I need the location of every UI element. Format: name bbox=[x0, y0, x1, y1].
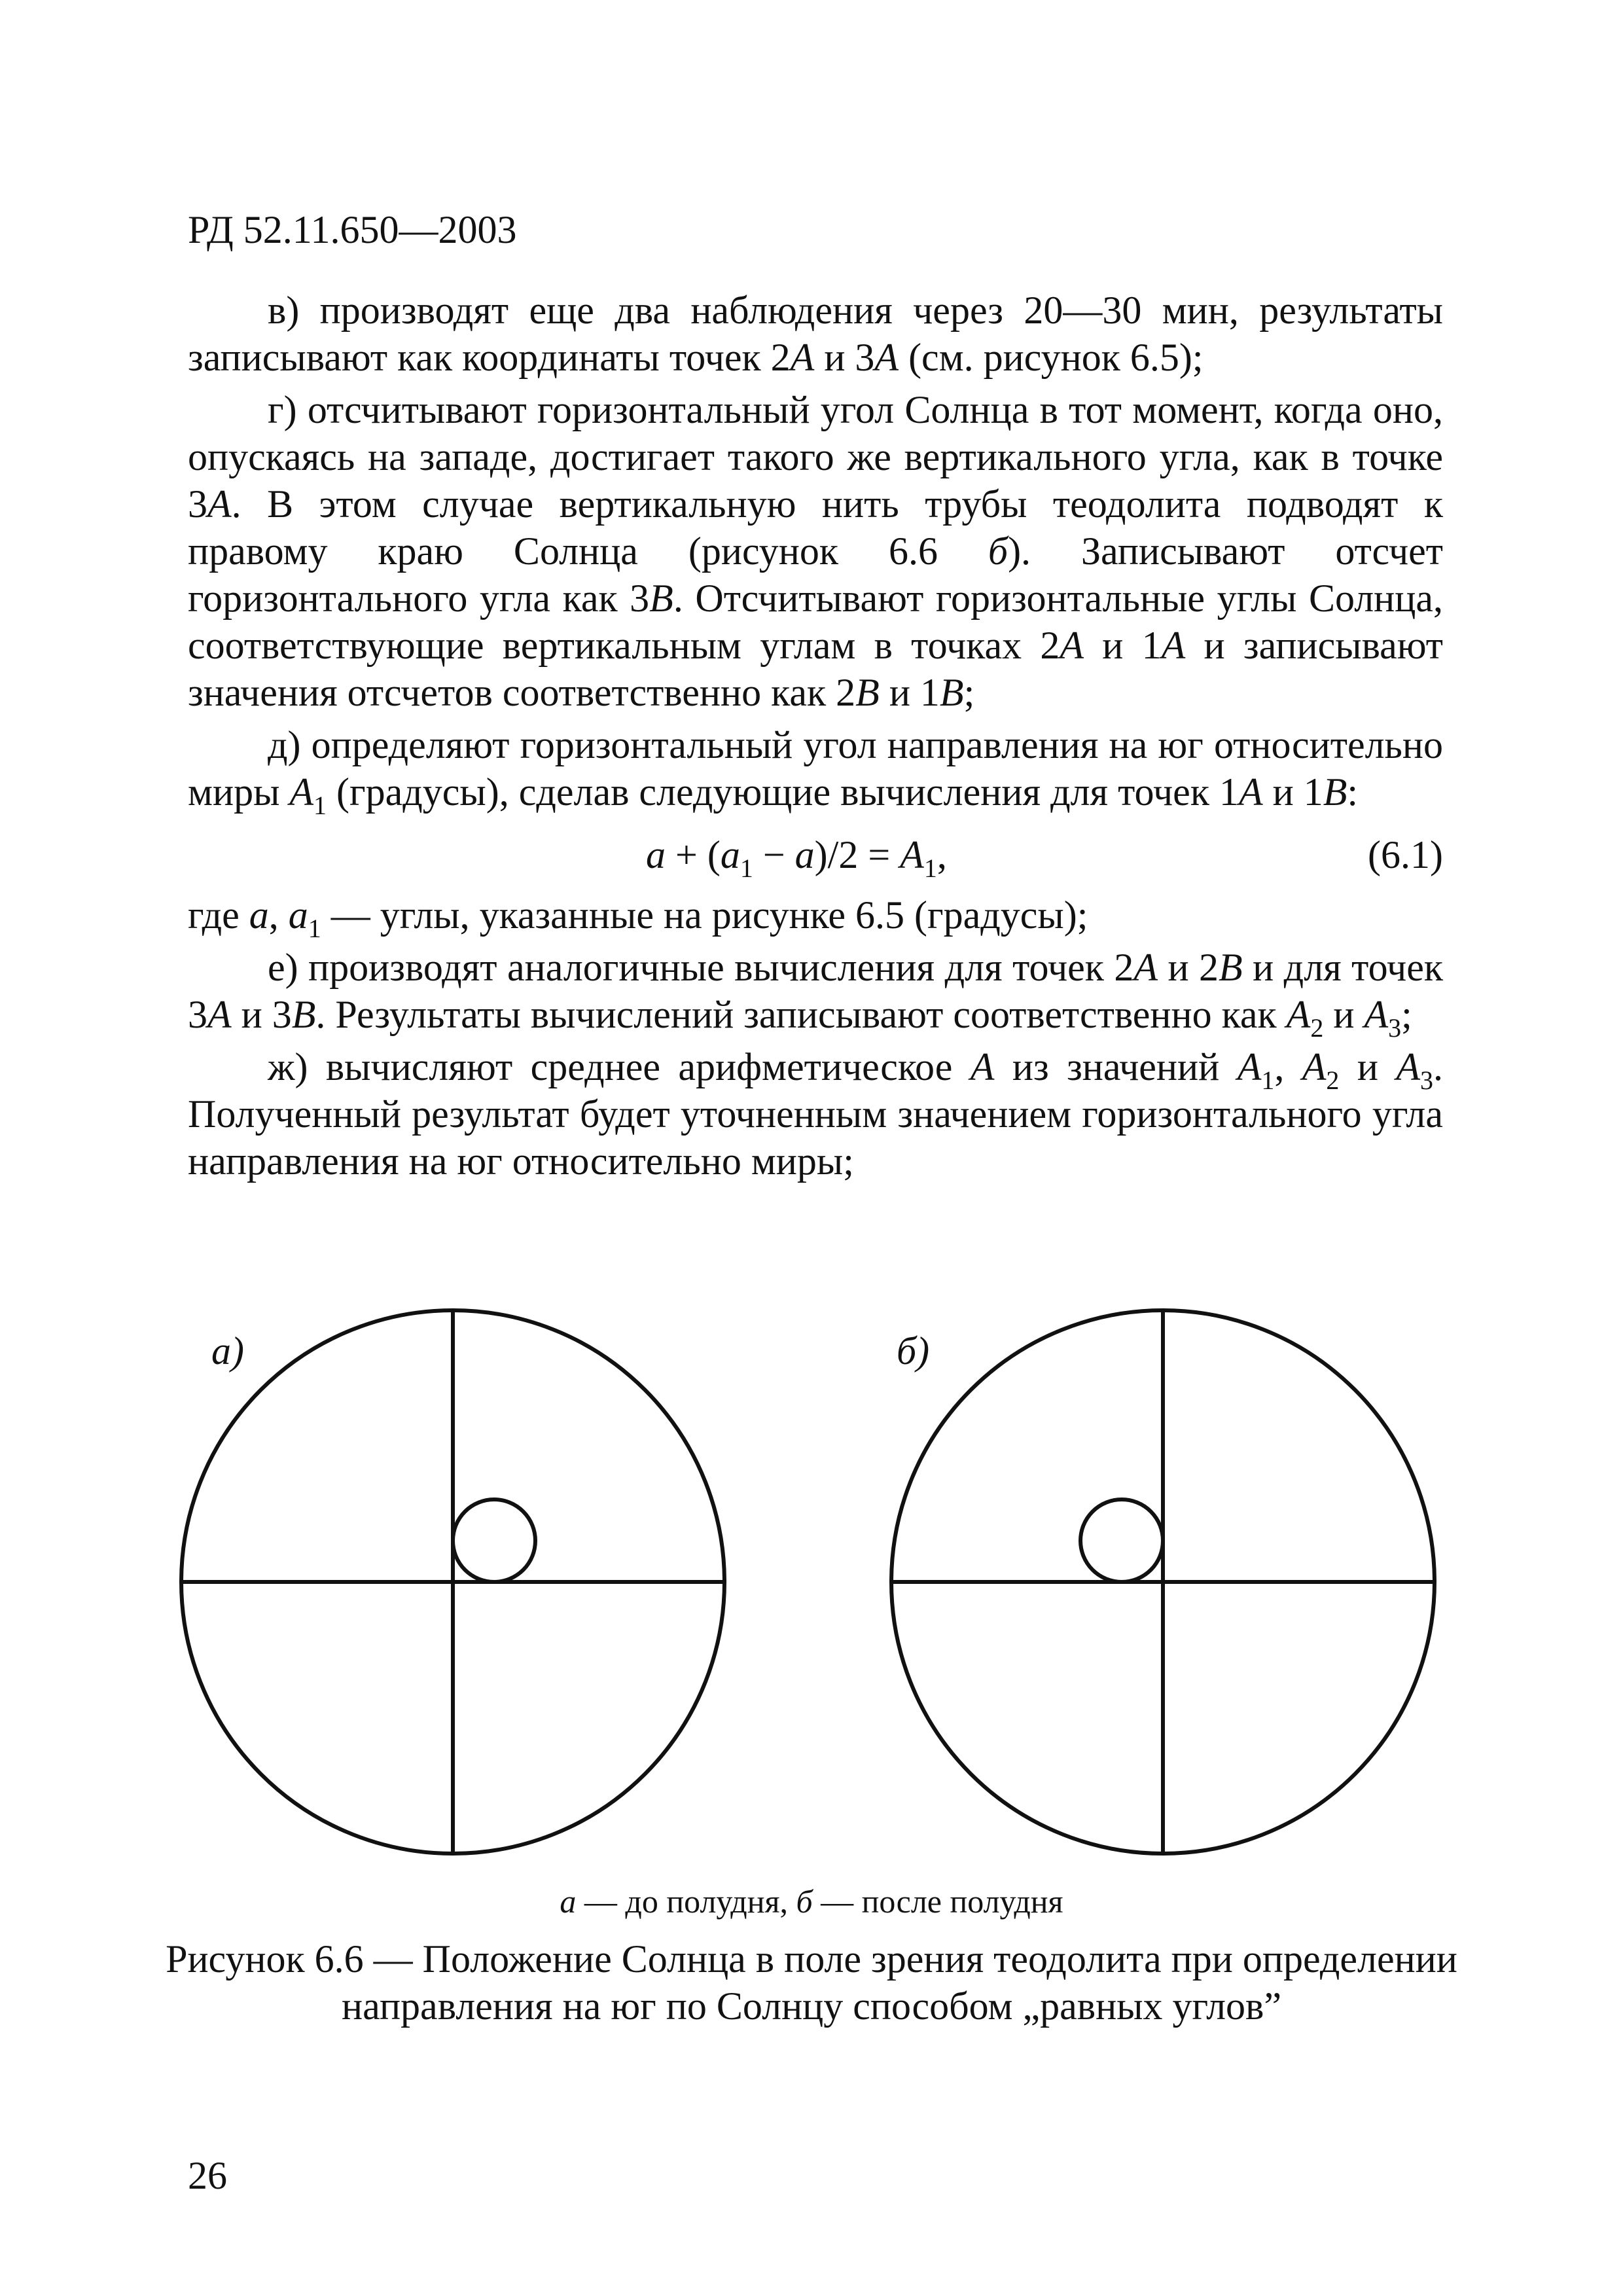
figure-drawing bbox=[0, 1302, 1623, 1905]
figure-label-a: а) bbox=[211, 1329, 244, 1372]
figure-6-6 bbox=[0, 1302, 1623, 1905]
sun-disk-b bbox=[1080, 1499, 1163, 1582]
figure-legend: а — до полудня, б — после полудня bbox=[560, 1883, 1063, 1920]
field-of-view-before-noon bbox=[181, 1310, 724, 1854]
figure-caption bbox=[157, 1935, 1466, 2030]
item-d-paragraph: д) определяют горизонтальный угол направления на юг относительно миры $A_1$ (градусы), сделав следующие вычисления для точек 1A и 1B: bbox=[188, 723, 1443, 820]
sun-disk-a bbox=[453, 1499, 535, 1582]
formula-expression: $a + (a_1 - a)/2 = A_1$, bbox=[646, 833, 947, 883]
item-e-paragraph: е) производят аналогичные вычисления для точек 2A и 2B и для точек 3A и 3B. Результаты вычислений записывают соответственно как $A_2$ и $A_3$; bbox=[188, 946, 1444, 1043]
caption-line-1: Рисунок 6.6 — Положение Солнца в поле зрения теодолита при определении bbox=[166, 1937, 1457, 1981]
figure-label-b: б) bbox=[897, 1329, 930, 1372]
formula-6-1 bbox=[188, 823, 1443, 886]
page-number: 26 bbox=[188, 2154, 227, 2197]
caption-line-2: направления на юг по Солнцу способом „равных углов” bbox=[342, 1984, 1281, 2028]
item-v-paragraph: в) производят еще два наблюдения через 20—30 мин, результаты записывают как координаты точек 2A и 3A (см. рисунок 6.5); bbox=[188, 289, 1443, 379]
field-of-view-after-noon bbox=[891, 1310, 1435, 1854]
item-g-paragraph: г) отсчитывают горизонтальный угол Солнца в тот момент, когда оно, опускаясь на западе, достигает такого же вертикального угла, как в точке 3A. В этом случае вертикальную нить трубы теодолита подводят к правому краю Солнца (рисунок 6.6 б). Записывают отсчет горизонтального угла как 3B. Отсчитывают горизонтальные углы Солнца, соответствующие вертикальным углам в точках 2A и 1A и записывают значения отсчетов соответственно как 2B и 1B; bbox=[188, 388, 1444, 714]
item-zh-paragraph: ж) вычисляют среднее арифметическое A из значений $A_1$, $A_2$ и $A_3$. Полученный результат будет уточненным значением горизонтального угла направления на юг относительно миры; bbox=[188, 1045, 1444, 1183]
where-paragraph: где a, $a_1$ — углы, указанные на рисунке 6.5 (градусы); bbox=[188, 893, 1088, 943]
document-number-header: РД 52.11.650—2003 bbox=[188, 208, 517, 251]
body-text bbox=[188, 287, 1443, 1185]
formula-number: (6.1) bbox=[1368, 833, 1443, 876]
